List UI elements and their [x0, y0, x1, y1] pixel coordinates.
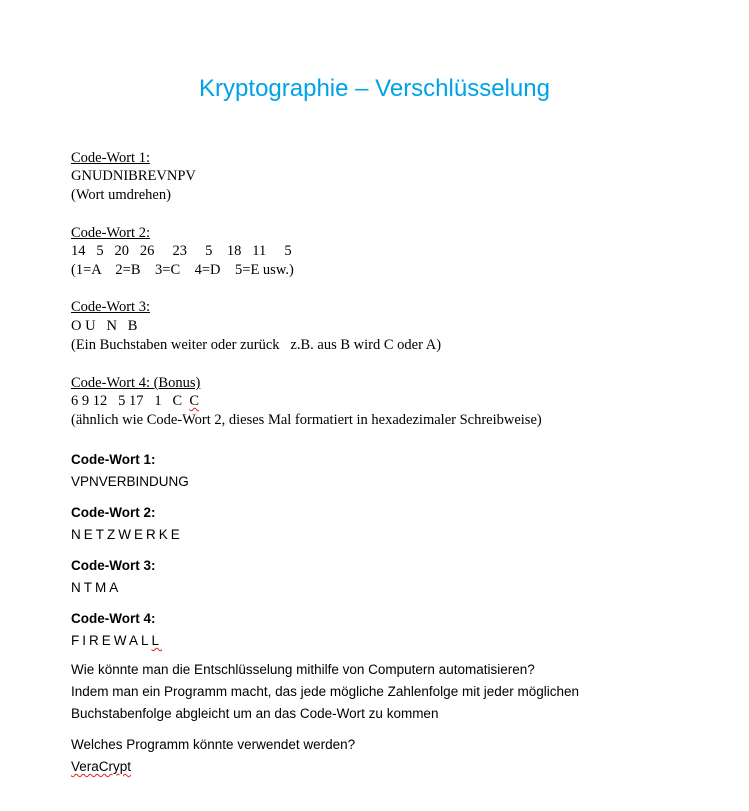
task1-hint: (Wort umdrehen)	[71, 187, 171, 203]
task1-heading: Code-Wort 1:	[71, 150, 150, 166]
answer4-value-main: FIREWAL	[71, 633, 152, 648]
task2-heading: Code-Wort 2:	[71, 225, 150, 241]
answer2-heading: Code-Wort 2:	[71, 505, 156, 520]
task3-code: O U N B	[71, 318, 138, 334]
document-title: Kryptographie – Verschlüsselung	[199, 75, 550, 102]
answer3-value: NTMA	[71, 580, 122, 595]
task4-code-main: 6 9 12 5 17 1 C	[71, 393, 190, 409]
question-program: Welches Programm könnte verwendet werden?	[71, 737, 356, 752]
task4-code-last: C	[189, 393, 200, 409]
task3-hint: (Ein Buchstaben weiter oder zurück z.B. aus B wird C oder A)	[71, 337, 442, 353]
answer2-value: NETZWERKE	[71, 527, 183, 542]
answer4-value	[71, 632, 162, 650]
task2-hint: (1=A 2=B 3=C 4=D 5=E usw.)	[71, 262, 294, 278]
answer3-heading: Code-Wort 3:	[71, 558, 156, 573]
task2-code: 14 5 20 26 23 5 18 11 5	[71, 243, 292, 259]
answer-program: VeraCrypt	[71, 759, 132, 774]
answer-automation-line1: Indem man ein Programm macht, das jede mögliche Zahlenfolge mit jeder möglichen	[71, 684, 579, 699]
task4-heading: Code-Wort 4: (Bonus)	[71, 375, 201, 391]
answer1-heading: Code-Wort 1:	[71, 452, 156, 467]
task1-code: GNUDNIBREVNPV	[71, 168, 196, 184]
answer4-value-last: L	[151, 633, 163, 648]
answer4-heading: Code-Wort 4:	[71, 611, 156, 626]
answer1-value: VPNVERBINDUNG	[71, 474, 189, 489]
task3-heading: Code-Wort 3:	[71, 299, 150, 315]
task4-hint: (ähnlich wie Code-Wort 2, dieses Mal formatiert in hexadezimaler Schreibweise)	[71, 412, 542, 428]
question-automation: Wie könnte man die Entschlüsselung mithilfe von Computern automatisieren?	[71, 662, 535, 677]
answer-automation-line2: Buchstabenfolge abgleicht um an das Code-Wort zu kommen	[71, 706, 439, 721]
task4-code	[71, 392, 199, 410]
